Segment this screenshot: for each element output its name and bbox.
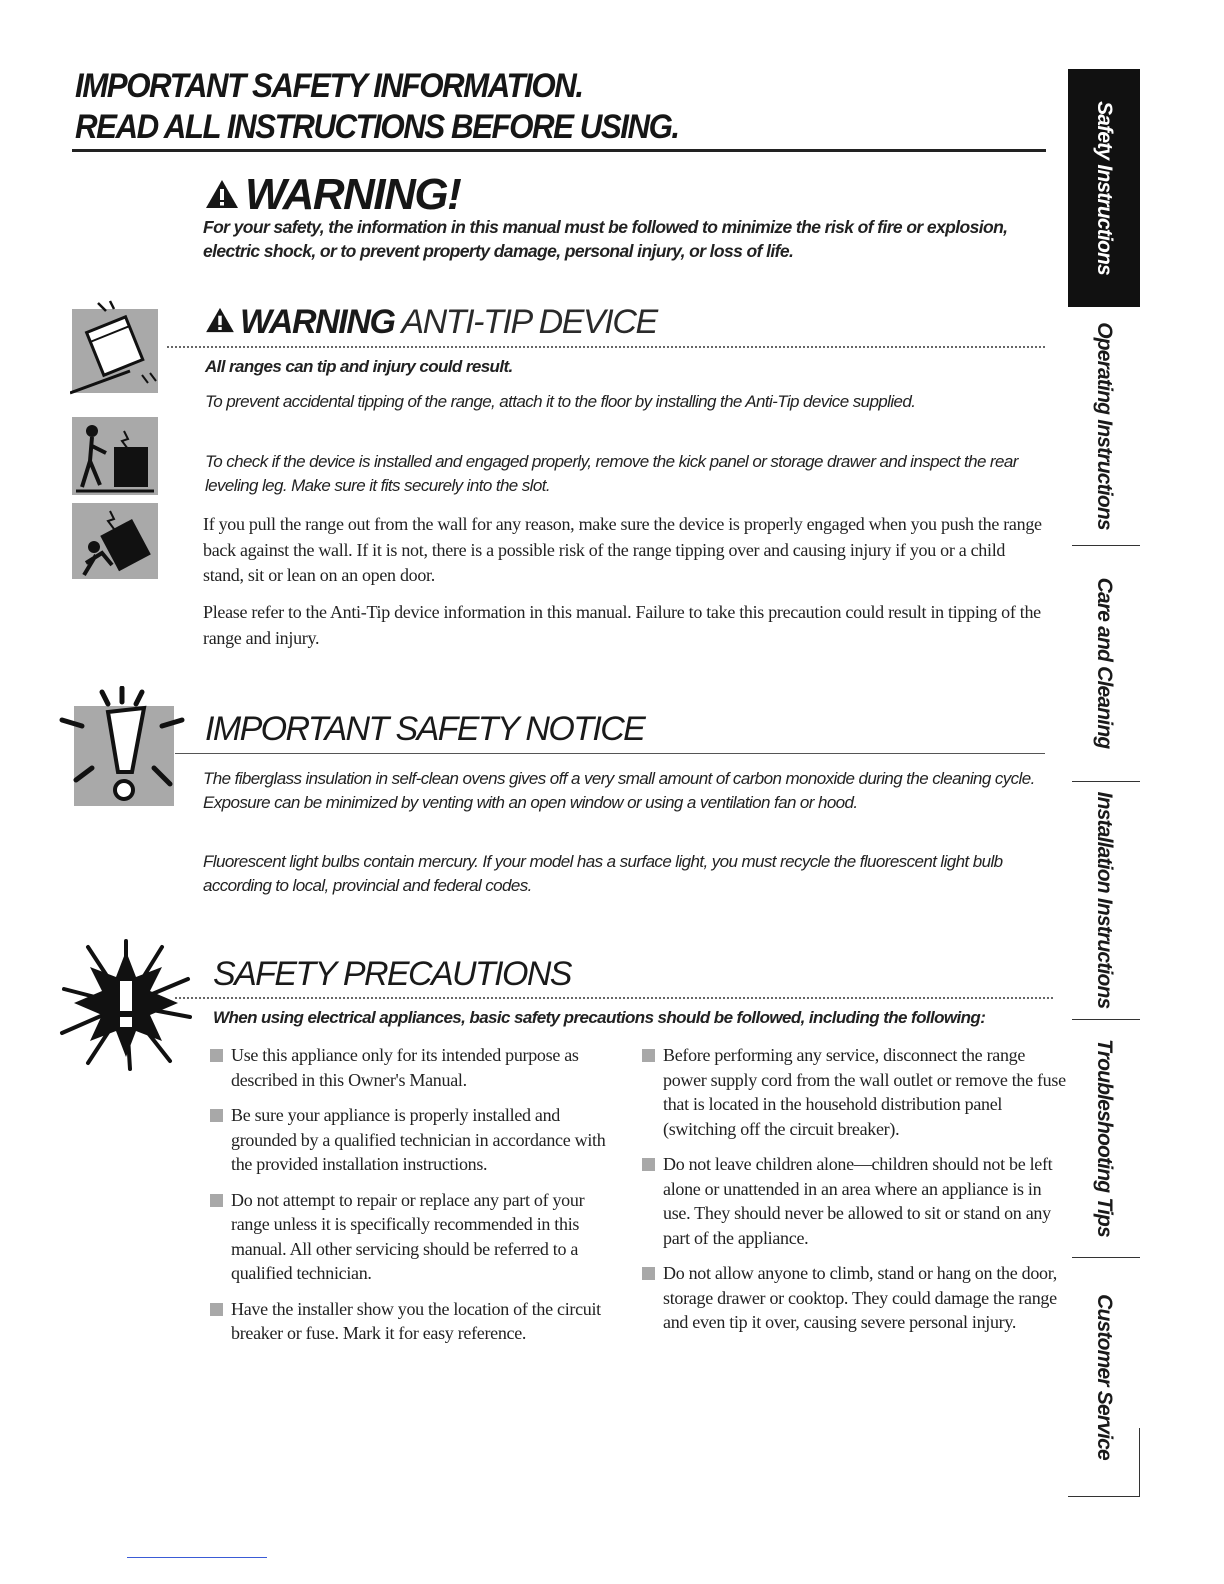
list-item <box>210 1103 620 1177</box>
bullet-square-icon <box>210 1194 223 1207</box>
list-item <box>210 1188 620 1286</box>
tab-label: Care and Cleaning <box>1093 577 1116 749</box>
list-item <box>210 1043 620 1092</box>
tab-safety-instructions[interactable] <box>1068 69 1140 307</box>
tab-installation-instructions[interactable] <box>1068 781 1140 1019</box>
anti-tip-heading <box>205 303 657 342</box>
range-falling-icon <box>72 503 158 579</box>
tab-label: Safety Instructions <box>1093 101 1116 275</box>
child-on-door-icon <box>72 417 158 495</box>
bullet-square-icon <box>210 1109 223 1122</box>
section-tabs <box>1068 69 1140 1496</box>
anti-tip-paragraph: To check if the device is installed and engaged properly, remove the kick panel or storage drawer and inspect the rear leveling leg. Make sure it fits securely into the slot. <box>205 452 1018 495</box>
header-line-2: READ ALL INSTRUCTIONS BEFORE USING. <box>75 108 679 146</box>
safety-notice-title: IMPORTANT SAFETY NOTICE <box>205 710 645 748</box>
tab-label: Operating Instructions <box>1093 322 1116 530</box>
bullet-square-icon <box>642 1267 655 1280</box>
page-header <box>75 66 1045 148</box>
tab-bottom-frame <box>1068 1428 1140 1497</box>
list-item-text: Do not attempt to repair or replace any part of your range unless it is specifically recommended in this manual. All other servicing should be referred to a qualified technician. <box>231 1189 585 1283</box>
tab-label: Troubleshooting Tips <box>1093 1039 1116 1237</box>
tab-label: Installation Instructions <box>1093 791 1116 1009</box>
warning-triangle-icon <box>205 307 235 333</box>
bullet-square-icon <box>642 1158 655 1171</box>
list-item-text: Do not leave children alone—children should not be left alone or unattended in an area where an appliance is in use. They should never be allowed to sit or stand on any part of the appliance. <box>663 1154 1053 1248</box>
range-tipping-icon <box>70 297 162 397</box>
anti-tip-paragraph: Please refer to the Anti-Tip device information in this manual. Failure to take this precaution could result in tipping of the range and injury. <box>203 602 1041 648</box>
explosion-icon <box>58 937 194 1073</box>
anti-tip-title-light: ANTI-TIP DEVICE <box>401 303 657 341</box>
section-rule <box>175 997 1053 999</box>
notice-paragraph: The fiberglass insulation in self-clean ovens gives off a very small amount of carbon monoxide during the cleaning cycle. Exposure can be minimized by venting with an open window or using a ventilation fan or hood. <box>203 769 1035 812</box>
list-item <box>642 1043 1072 1141</box>
bullet-square-icon <box>210 1303 223 1316</box>
precautions-right-column <box>642 1043 1072 1346</box>
anti-tip-paragraph: If you pull the range out from the wall for any reason, make sure the device is properly engaged when you push the range back against the wall. If it is not, there is a possible risk of the range tipping over and causing injury if you or a child stand, sit or lean on an open door. <box>203 514 1042 585</box>
list-item-text: Do not allow anyone to climb, stand or hang on the door, storage drawer or cooktop. They could damage the range and even tip it over, causing severe personal injury. <box>663 1263 1057 1332</box>
tab-label: Customer Service <box>1093 1293 1116 1460</box>
precautions-lead: When using electrical appliances, basic safety precautions should be followed, including the following: <box>213 1008 986 1027</box>
list-item <box>210 1297 620 1346</box>
anti-tip-paragraph: To prevent accidental tipping of the range, attach it to the floor by installing the Anti-Tip device supplied. <box>205 392 916 411</box>
bullet-square-icon <box>642 1049 655 1062</box>
warning-heading <box>205 170 460 220</box>
section-rule <box>175 753 1045 754</box>
precautions-left-column <box>210 1043 620 1357</box>
header-rule <box>72 149 1046 152</box>
safety-precautions-title: SAFETY PRECAUTIONS <box>213 955 571 993</box>
bullet-square-icon <box>210 1049 223 1062</box>
tab-troubleshooting-tips[interactable] <box>1068 1019 1140 1257</box>
warning-text: For your safety, the information in this manual must be followed to minimize the risk of fire or explosion, electric shock, or to prevent property damage, personal injury, or loss of life. <box>203 217 1008 261</box>
list-item-text: Before performing any service, disconnect the range power supply cord from the wall outlet or remove the fuse that is located in the household distribution panel (switching off the circuit breaker). <box>663 1045 1066 1139</box>
list-item <box>642 1152 1072 1250</box>
list-item-text: Be sure your appliance is properly installed and grounded by a qualified technician in accordance with the provided installation instructions. <box>231 1105 606 1174</box>
notice-paragraph: Fluorescent light bulbs contain mercury. If your model has a surface light, you must recycle the fluorescent light bulb according to local, provincial and federal codes. <box>203 852 1003 895</box>
list-item-text: Have the installer show you the location of the circuit breaker or fuse. Mark it for easy reference. <box>231 1298 601 1343</box>
warning-title: WARNING! <box>245 170 461 219</box>
anti-tip-title-bold: WARNING <box>240 303 395 341</box>
list-item <box>642 1261 1072 1335</box>
tab-care-and-cleaning[interactable] <box>1068 545 1140 781</box>
tab-operating-instructions[interactable] <box>1068 307 1140 545</box>
header-line-1: IMPORTANT SAFETY INFORMATION. <box>75 67 583 105</box>
warning-triangle-icon <box>205 179 239 209</box>
section-rule <box>167 346 1045 348</box>
exclamation-burst-icon <box>58 686 186 810</box>
list-item-text: Use this appliance only for its intended purpose as described in this Owner's Manual. <box>231 1045 579 1090</box>
anti-tip-lead: All ranges can tip and injury could result. <box>205 357 513 376</box>
footer-link-underline <box>127 1557 267 1558</box>
